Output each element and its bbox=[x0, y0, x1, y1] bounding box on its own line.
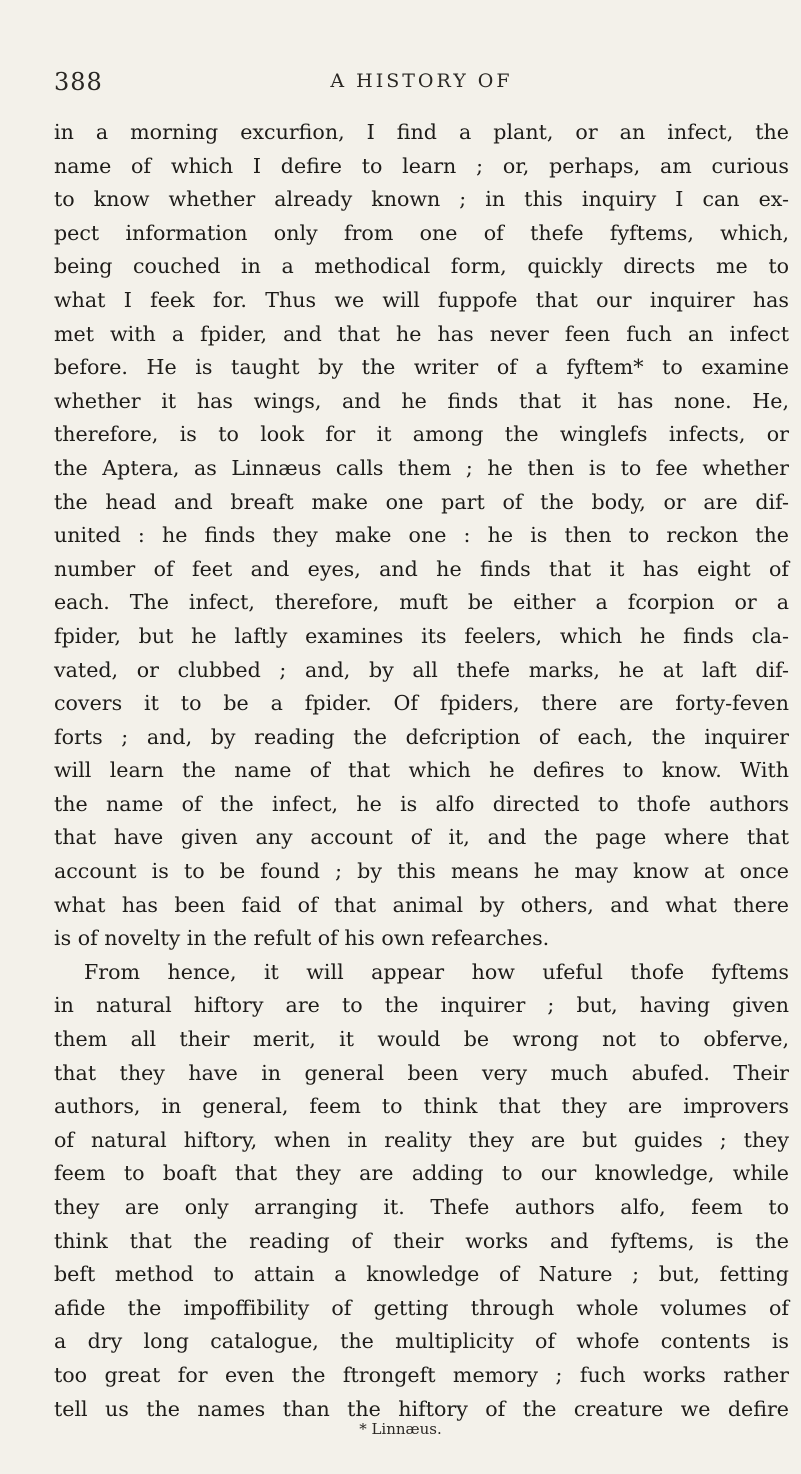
text-line: met with a fpider, and that he has never feen fuch an infect bbox=[54, 321, 789, 346]
text-line: fpider, but he laftly examines its feelers, which he finds cla- bbox=[54, 623, 789, 648]
text-line: too great for even the ftrongeft memory ; fuch works rather bbox=[54, 1362, 789, 1387]
text-line: afide the impoffibility of getting through whole volumes of bbox=[54, 1295, 789, 1320]
text-line: authors, in general, feem to think that they are improvers bbox=[54, 1094, 789, 1119]
text-line: a dry long catalogue, the multiplicity of whofe contents is bbox=[54, 1329, 789, 1354]
text-line: what I feek for. Thus we will fuppofe that our inquirer has bbox=[54, 287, 789, 312]
text-line: them all their merit, it would be wrong not to obferve, bbox=[54, 1027, 789, 1052]
text-line: what has been faid of that animal by others, and what there bbox=[54, 892, 789, 917]
text-line: account is to be found ; by this means he may know at once bbox=[54, 859, 789, 884]
text-line: they are only arranging it. Thefe authors alfo, feem to bbox=[54, 1195, 789, 1219]
text-line-paragraph-end: is of novelty in the refult of his own refearches. bbox=[54, 926, 550, 951]
running-title: A HISTORY OF bbox=[330, 70, 513, 92]
text-line: in natural hiftory are to the inquirer ; but, having given bbox=[54, 993, 789, 1018]
text-line: forts ; and, by reading the defcription of each, the inquirer bbox=[54, 724, 789, 749]
text-line: beft method to attain a knowledge of Nature ; but, fetting bbox=[54, 1262, 789, 1287]
text-line: think that the reading of their works and fyftems, is the bbox=[54, 1228, 789, 1253]
text-line: tell us the names than the hiftory of the creature we defire bbox=[54, 1396, 789, 1421]
text-line: covers it to be a fpider. Of fpiders, there are forty-feven bbox=[54, 691, 789, 716]
text-line: feem to boaft that they are adding to our knowledge, while bbox=[54, 1161, 789, 1186]
text-line: to know whether already known ; in this inquiry I can ex- bbox=[54, 187, 789, 212]
text-line: the name of the infect, he is alfo directed to thofe authors bbox=[54, 791, 789, 816]
text-line: name of which I defire to learn ; or, perhaps, am curious bbox=[54, 153, 789, 178]
text-line: that have given any account of it, and the page where that bbox=[54, 825, 789, 850]
running-head bbox=[54, 68, 789, 102]
text-line: whether it has wings, and he finds that it has none. He, bbox=[54, 388, 789, 413]
text-line: vated, or clubbed ; and, by all thefe marks, he at laft dif- bbox=[54, 657, 789, 682]
text-line: the head and breaft make one part of the body, or are dif- bbox=[54, 489, 789, 514]
text-line: that they have in general been very much abufed. Their bbox=[54, 1060, 789, 1085]
page-number: 388 bbox=[54, 68, 103, 96]
footnote: * Linnæus. bbox=[359, 1420, 442, 1438]
text-line: of natural hiftory, when in reality they are but guides ; they bbox=[54, 1127, 789, 1152]
text-line: in a morning excurfion, I find a plant, or an infect, the bbox=[54, 120, 789, 144]
text-line: each. The infect, therefore, muft be either a fcorpion or a bbox=[54, 590, 789, 615]
text-line: the Aptera, as Linnæus calls them ; he then is to fee whether bbox=[54, 455, 789, 480]
text-line: therefore, is to look for it among the winglefs infects, or bbox=[54, 422, 789, 447]
text-line: pect information only from one of thefe fyftems, which, bbox=[54, 220, 789, 245]
text-line: united : he finds they make one : he is then to reckon the bbox=[54, 523, 789, 548]
text-line: number of feet and eyes, and he finds that it has eight of bbox=[54, 556, 789, 581]
text-line: being couched in a methodical form, quickly directs me to bbox=[54, 254, 789, 279]
body-text bbox=[54, 116, 789, 1426]
text-line: before. He is taught by the writer of a fyftem* to examine bbox=[54, 355, 789, 380]
text-line-paragraph-start: From hence, it will appear how ufeful thofe fyftems bbox=[84, 959, 789, 984]
text-line: will learn the name of that which he defires to know. With bbox=[54, 758, 789, 783]
